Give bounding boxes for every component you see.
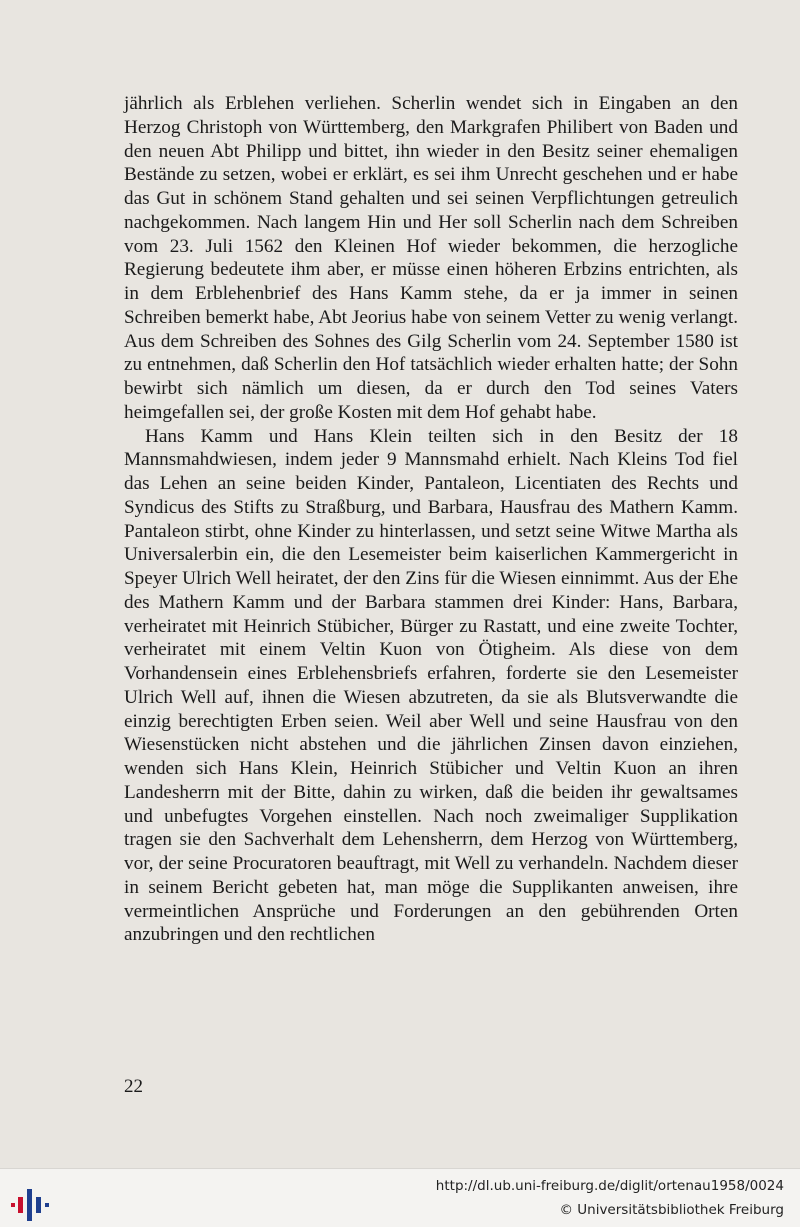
viewer-footer: [0, 1168, 800, 1227]
page-number: 22: [124, 1076, 143, 1097]
paragraph-1: jährlich als Erblehen verliehen. Scherlin wendet sich in Eingaben an den Herzog Christoph von Württemberg, den Markgrafen Philibert von Baden und den neuen Abt Philipp und bittet, ihn wieder in den Besitz seiner ehemaligen Bestände zu setzen, wobei er erklärt, es sei ihm Unrecht geschehen und er habe das Gut in schönem Stand gehalten und sei seinen Verpflichtungen getreulich nachgekommen. Nach langem Hin und Her soll Scherlin nach dem Schreiben vom 23. Juli 1562 den Kleinen Hof wieder bekommen, die herzogliche Regierung bedeutete ihm aber, er müsse einen höheren Erbzins entrichten, als in dem Erblehenbrief des Hans Kamm stehe, da er ja immer in seinen Schreiben bemerkt habe, Abt Jeorius habe von seinem Vetter zu wenig verlangt. Aus dem Schreiben des Sohnes des Gilg Scherlin vom 24. September 1580 ist zu entnehmen, daß Scherlin den Hof tatsächlich wieder erhalten hatte; der Sohn bewirbt sich nämlich um diesen, da er durch den Tod seines Vaters heimgefallen sei, der große Kosten mit dem Hof gehabt habe.: [124, 93, 738, 423]
body-text: [124, 92, 738, 947]
copyright-text: © Universitätsbibliothek Freiburg: [559, 1202, 784, 1218]
ub-freiburg-logo-icon: [8, 1179, 52, 1223]
paragraph-2: Hans Kamm und Hans Klein teilten sich in den Besitz der 18 Mannsmahdwiesen, indem jeder 9 Mannsmahd erhielt. Nach Kleins Tod fiel das Lehen an seine beiden Kinder, Pantaleon, Licentiaten des Rechts und Syndicus des Stifts zu Straßburg, und Barbara, Hausfrau des Mathern Kamm. Pantaleon stirbt, ohne Kinder zu hinterlassen, und setzt seine Witwe Martha als Universalerbin ein, die den Lesemeister beim kaiserlichen Kammergericht in Speyer Ulrich Well heiratet, der den Zins für die Wiesen einnimmt. Aus der Ehe des Mathern Kamm und der Barbara stammen drei Kinder: Hans, Barbara, verheiratet mit Heinrich Stübicher, Bürger zu Rastatt, und eine zweite Tochter, verheiratet mit einem Veltin Kuon von Ötigheim. Als diese von dem Vorhandensein eines Erblehensbriefs erfahren, forderte sie den Lesemeister Ulrich Well auf, ihnen die Wiesen abzutreten, da sie als Blutsverwandte die einzig berechtigten Erben seien. Weil aber Well und seine Hausfrau von den Wiesenstücken nicht abstehen und die jährlichen Zinsen davon einziehen, wenden sich Hans Klein, Heinrich Stübicher und Veltin Kuon an ihren Landesherrn mit der Bitte, dahin zu wirken, daß die beiden ihr gewaltsames und unbefugtes Vorgehen einstellen. Nach noch zweimaliger Supplikation tragen sie den Sachverhalt dem Lehensherrn, dem Herzog von Württemberg, vor, der seine Procuratoren beauftragt, mit Well zu verhandeln. Nachdem dieser in seinem Bericht gebeten hat, man möge die Supplikanten anweisen, ihre vermeintlichen Ansprüche und Forderungen an den gebührenden Orten anzubringen und den rechtlichen: [124, 425, 738, 946]
source-url-link[interactable]: http://dl.ub.uni-freiburg.de/diglit/ortenau1958/0024: [435, 1178, 784, 1194]
